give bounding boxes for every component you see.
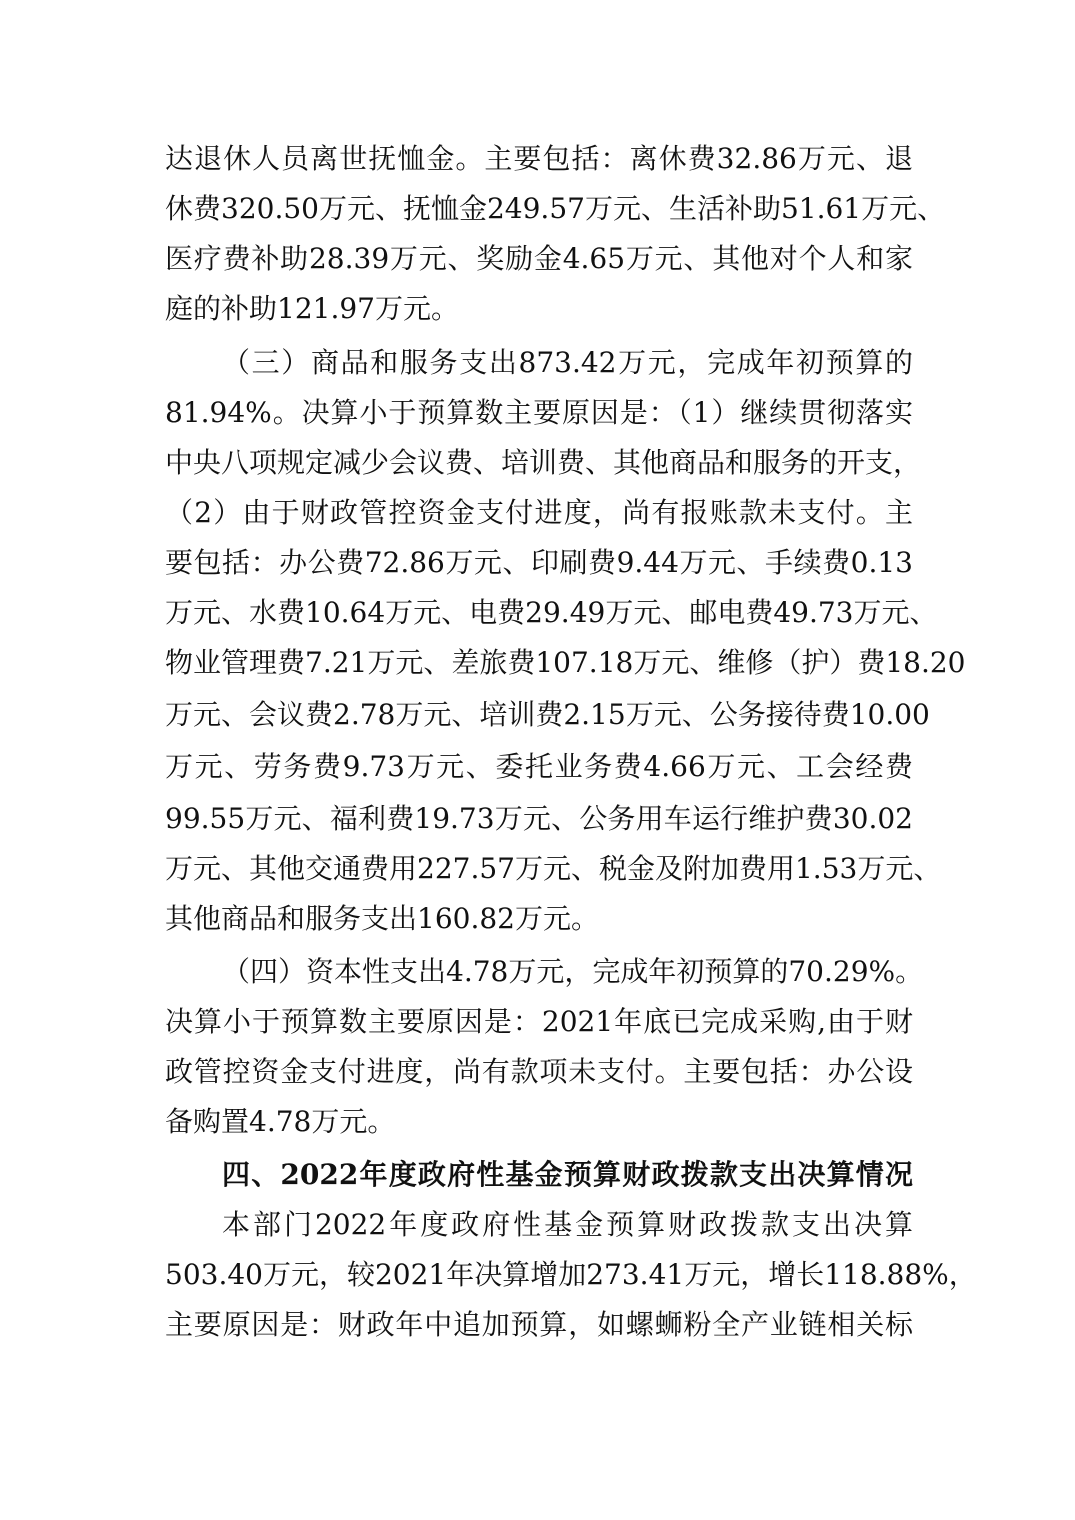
text-line: 万元、劳务费9.73万元、委托业务费4.66万元、工会经费 xyxy=(165,750,913,783)
text-line: 中央八项规定减少会议费、培训费、其他商品和服务的开支， xyxy=(165,446,922,479)
text-line: 503.40万元，较2021年决算增加273.41万元，增长118.88%， xyxy=(165,1258,977,1291)
text-line: 81.94%。决算小于预算数主要原因是：（1）继续贯彻落实 xyxy=(165,396,913,429)
text-line: 万元、其他交通费用227.57万元、税金及附加费用1.53万元、 xyxy=(165,852,942,885)
text-line: 要包括：办公费72.86万元、印刷费9.44万元、手续费0.13 xyxy=(165,546,913,579)
text-line: 政管控资金支付进度，尚有款项未支付。主要包括：办公设 xyxy=(165,1055,913,1088)
text-line: 医疗费补助28.39万元、奖励金4.65万元、其他对个人和家 xyxy=(165,242,913,275)
text-line: 其他商品和服务支出160.82万元。 xyxy=(165,902,599,935)
text-line: 万元、水费10.64万元、电费29.49万元、邮电费49.73万元、 xyxy=(165,596,938,629)
paragraph-first-line: （四）资本性支出4.78万元，完成年初预算的70.29%。 xyxy=(222,955,924,988)
text-line: 备购置4.78万元。 xyxy=(165,1105,396,1138)
paragraph-first-line: （三）商品和服务支出873.42万元，完成年初预算的 xyxy=(222,346,913,379)
text-line: 庭的补助121.97万元。 xyxy=(165,292,459,325)
text-line: （2）由于财政管控资金支付进度，尚有报账款未支付。主 xyxy=(165,496,913,529)
paragraph-first-line: 本部门2022年度政府性基金预算财政拨款支出决算 xyxy=(222,1208,913,1241)
text-line: 主要原因是：财政年中追加预算，如螺蛳粉全产业链相关标 xyxy=(165,1308,913,1341)
text-line: 达退休人员离世抚恤金。主要包括：离休费32.86万元、退 xyxy=(165,142,913,175)
text-line: 休费320.50万元、抚恤金249.57万元、生活补助51.61万元、 xyxy=(165,192,946,225)
text-line: 物业管理费7.21万元、差旅费107.18万元、维修（护）费18.20 xyxy=(165,646,966,679)
text-line: 万元、会议费2.78万元、培训费2.15万元、公务接待费10.00 xyxy=(165,698,930,731)
text-line: 99.55万元、福利费19.73万元、公务用车运行维护费30.02 xyxy=(165,802,913,835)
text-line: 决算小于预算数主要原因是：2021年底已完成采购,由于财 xyxy=(165,1005,913,1038)
section-heading: 四、2022年度政府性基金预算财政拨款支出决算情况 xyxy=(222,1158,913,1191)
